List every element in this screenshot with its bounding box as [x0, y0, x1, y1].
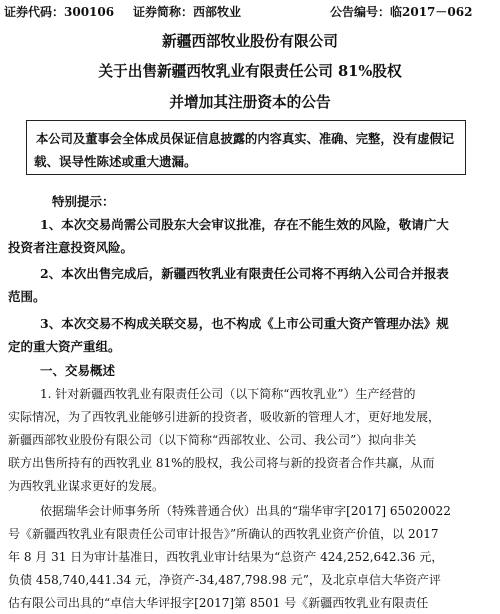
overview-p2-line2: 号《新疆西牧乳业有限责任公司审计报告》”所确认的西牧乳业资产价值，以 2017 — [8, 527, 439, 541]
notice-number: 公告编号：临2017－062 — [330, 5, 473, 19]
board-statement-box — [26, 120, 466, 175]
overview-p2-line5: 估有限公司出具的“卓信大华评报字[2017]第 8501 号《新疆西牧乳业有限责任 — [8, 596, 429, 610]
announcement-title-line2: 并增加其注册资本的公告 — [169, 94, 331, 111]
overview-p1-line1: 1. 针对新疆西牧乳业有限责任公司（以下简称“西牧乳业”）生产经营的 — [40, 387, 416, 401]
overview-p1-line2: 实际情况，为了西牧乳业能够引进新的投资者，吸收新的管理人才，更好地发展， — [8, 410, 441, 424]
special-item2-line1: 2、本次出售完成后，新疆西牧乳业有限责任公司将不再纳入公司合并报表 — [40, 266, 449, 281]
overview-p2-line1: 依据瑞华会计师事务所（特殊普通合伙）出具的“瑞华审字[2017] 65020022 — [40, 504, 451, 518]
overview-p1-line5: 为西牧乳业谋求更好的发展。 — [8, 479, 165, 493]
securities-abbr: 证券简称：西部牧业 — [133, 5, 242, 19]
overview-p2-line4: 负债 458,740,441.34 元，净资产-34,487,798.98 元”，及北京卓信大华资产评 — [8, 573, 441, 587]
overview-p1-line4: 联方出售所持有的西牧乳业 81%的股权，我公司将与新的投资者合作共赢，从而 — [8, 456, 435, 470]
overview-p1-line3: 新疆西部牧业股份有限公司（以下简称“西部牧业、公司、我公司”）拟向非关 — [8, 433, 417, 447]
special-item1-line2: 投资者注意投资风险。 — [8, 240, 134, 255]
header-line — [0, 0, 500, 22]
board-statement-line2: 载、误导性陈述或重大遗漏。 — [34, 154, 197, 169]
overview-p2-line3: 年 8 月 31 日为审计基准日，西牧乳业审计结果为“总资产 424,252,642.36 元， — [8, 550, 444, 564]
announcement-title-line1: 关于出售新疆西牧乳业有限责任公司 81%股权 — [98, 63, 402, 80]
securities-code: 证券代码：300106 — [4, 5, 115, 19]
board-statement-line1: 本公司及董事会全体成员保证信息披露的内容真实、准确、完整，没有虚假记 — [36, 131, 455, 146]
company-title: 新疆西部牧业股份有限公司 — [162, 33, 338, 50]
special-item2-line2: 范围。 — [8, 289, 46, 304]
special-notice-heading: 特别提示： — [52, 194, 115, 209]
special-item1-line1: 1、本次交易尚需公司股东大会审议批准，存在不能生效的风险，敬请广大 — [40, 217, 449, 232]
special-item3-line1: 3、本次交易不构成关联交易，也不构成《上市公司重大资产管理办法》规 — [40, 316, 449, 331]
transaction-overview-heading: 一、交易概述 — [40, 363, 116, 378]
special-item3-line2: 定的重大资产重组。 — [8, 339, 121, 354]
